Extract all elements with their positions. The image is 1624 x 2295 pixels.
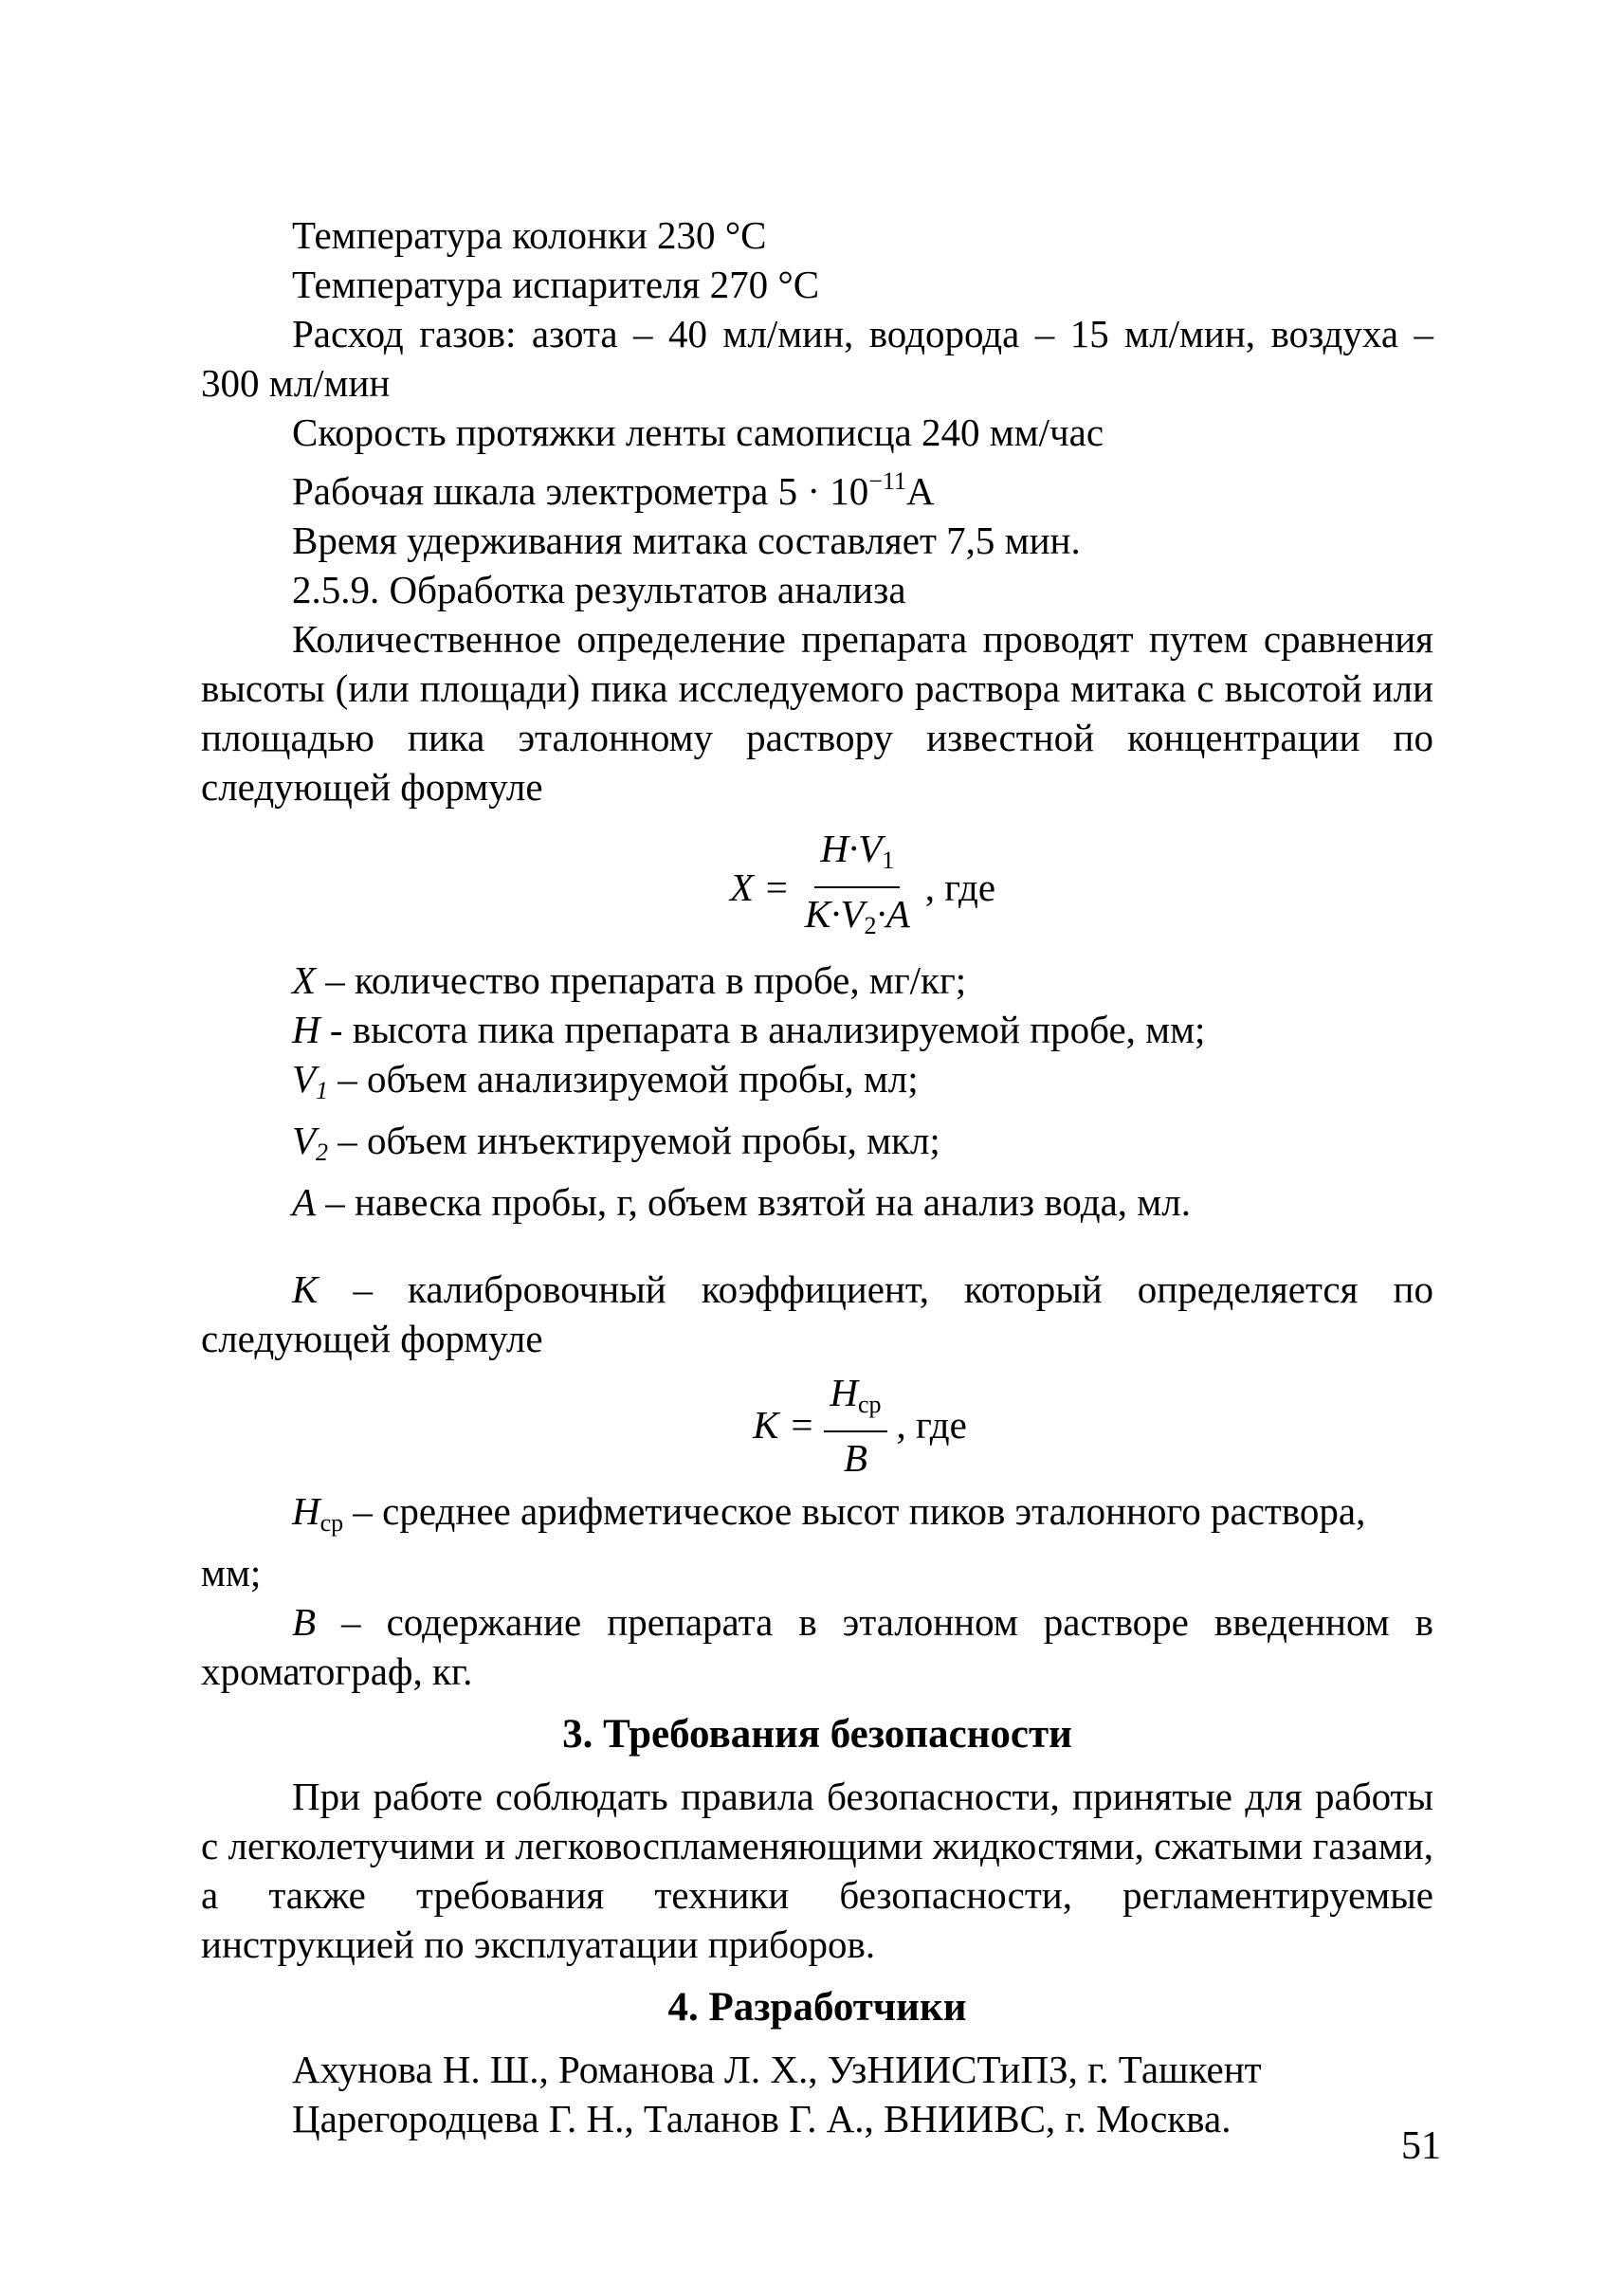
page-number: 51 [1401, 2124, 1441, 2168]
section-4-heading: 4. Разработчики [667, 1985, 967, 2030]
formula-k-fraction [824, 1371, 886, 1480]
electrometer-scale-line [201, 457, 1433, 516]
spacer [201, 1227, 1433, 1265]
formula-x-numerator: $H\cdot V_1$ [814, 827, 900, 888]
page-content [201, 210, 1433, 2143]
retention-time-line: Время удерживания митака составляет 7,5 мин. [292, 519, 1081, 562]
formula-x-lhs: X = [729, 865, 790, 909]
formula-k [201, 1369, 1433, 1481]
definition-x: X – количество препарата в пробе, мг/кг; [292, 958, 967, 1002]
formula-k-lhs: K = [753, 1403, 815, 1447]
scale-unit: А [905, 469, 935, 513]
definition-v1: $V_1$ – объем анализируемой пробы, мл; [292, 1057, 919, 1104]
section-3-heading: 3. Требования безопасности [562, 1712, 1072, 1757]
column-temperature-line: Температура колонки 230 °С [292, 213, 767, 257]
scale-exponent: −11 [868, 467, 906, 495]
evaporator-temperature-line: Температура испарителя 270 °С [292, 263, 820, 306]
scale-prefix: Рабочая шкала электрометра 5 · 10 [292, 469, 869, 513]
formula-x-fraction [799, 827, 916, 948]
formula-x [201, 829, 1433, 946]
developer-line-1: Ахунова Н. Ш., Романова Л. Х., УзНИИСТиПЗ, г. Ташкент [292, 2048, 1262, 2091]
developer-line-2: Царегородцева Г. Н., Таланов Г. А., ВНИИВС, г. Москва. [292, 2097, 1232, 2140]
definition-a: A – навеска пробы, г, объем взятой на анализ вода, мл. [292, 1180, 1191, 1224]
tape-speed-line: Скорость протяжки ленты самописца 240 мм/час [292, 410, 1104, 454]
definition-v2: $V_2$ – объем инъектируемой пробы, мкл; [292, 1119, 940, 1166]
definition-h: H - высота пика препарата в анализируемой пробе, мм; [292, 1008, 1206, 1051]
definition-k: K – калибровочный коэффициент, который определяется по следующей формуле [201, 1267, 1433, 1360]
formula-k-tail: , где [896, 1403, 967, 1447]
formula-x-denominator: $K\cdot V_2\cdot A$ [804, 892, 910, 939]
gas-flow-line: Расход газов: азота – 40 мл/мин, водорода – 15 мл/мин, воздуха – 300 мл/мин [201, 312, 1433, 405]
section-2-5-9-heading: 2.5.9. Обработка результатов анализа [292, 568, 906, 611]
formula-k-numerator: $H_{ср}$ [824, 1371, 886, 1432]
formula-x-tail: , где [924, 865, 996, 909]
definition-b: B – содержание препарата в эталонном растворе введенном в хроматограф, кг. [201, 1600, 1433, 1693]
quantification-paragraph: Количественное определение препарата проводят путем сравнения высоты (или площади) пика исследуемого раствора митака с высотой или площадью пика эталонному раствору известной концентрации по следующей формуле [201, 617, 1433, 809]
formula-k-denominator: B [843, 1435, 867, 1480]
definition-h-avg: $H_{ср}$ – среднее арифметическое высот пиков эталонного раствора, мм; [201, 1489, 1366, 1594]
section-3-paragraph: При работе соблюдать правила безопасности, принятые для работы с легколетучими и легковоспламеняющими жидкостями, сжатыми газами, а также требования техники безопасности, регламентируемые инструкцией по эксплуатации приборов. [201, 1775, 1433, 1966]
